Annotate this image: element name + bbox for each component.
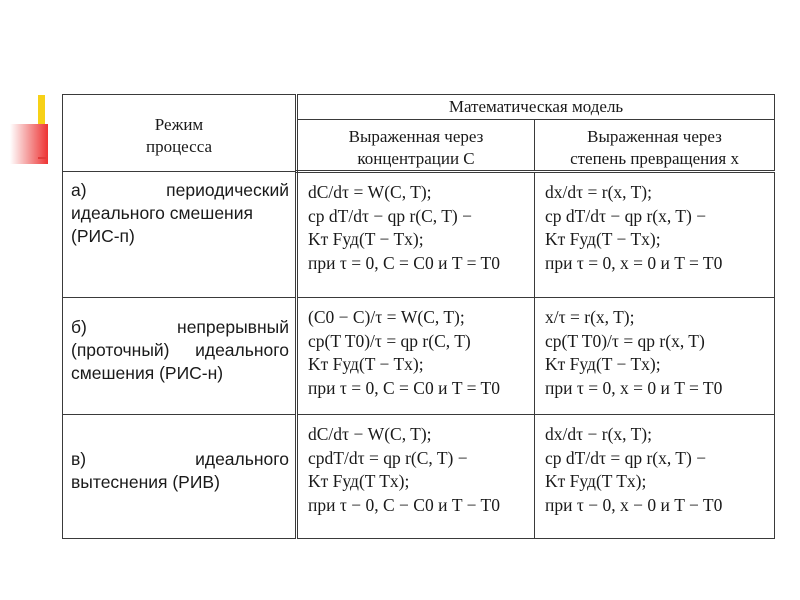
- equations-concentration: [297, 415, 535, 539]
- equation-line: cp dT/dτ = qp r(x, T) −: [545, 447, 707, 468]
- header-process-mode: Режим процесса: [63, 95, 297, 172]
- equation-line: x/τ = r(x, T);: [545, 307, 635, 327]
- equation-line: cp(T T0)/τ = qp r(C, T): [308, 330, 471, 351]
- header-by-conversion: Выраженная через степень превращения x: [535, 120, 775, 172]
- equation-line: при τ = 0, x = 0 и T = T0: [545, 377, 723, 398]
- equation-line: cp(T T0)/τ = qp r(x, T): [545, 330, 705, 351]
- equation-line: при τ − 0, C − C0 и T − T0: [308, 494, 500, 515]
- math-model-table: [62, 94, 775, 539]
- table-row: [63, 298, 775, 415]
- equation-line: dx/dτ − r(x, T);: [545, 424, 652, 444]
- table-row: [63, 172, 775, 298]
- equation-line: Kт Fуд(T − Tх);: [308, 229, 424, 249]
- header-by-concentration: Выраженная через концентрации C: [297, 120, 535, 172]
- accent-line-red: [38, 157, 46, 159]
- equation-line: cp dT/dτ − qp r(x, T) −: [545, 205, 707, 226]
- equations-conversion: [535, 172, 775, 298]
- equation-line: при τ − 0, x − 0 и T − T0: [545, 494, 723, 515]
- equation-line: Kт Fуд(T − Tх);: [545, 354, 661, 374]
- equation-line: (C0 − C)/τ = W(C, T);: [308, 307, 465, 327]
- equation-line: Kт Fуд(T Tх);: [545, 471, 647, 491]
- header-math-model: Математическая модель: [297, 95, 775, 120]
- equations-concentration: [297, 298, 535, 415]
- equation-line: при τ = 0, C = C0 и T = T0: [308, 377, 500, 398]
- equation-line: dC/dτ = W(C, T);: [308, 182, 432, 202]
- process-cell: в) идеального вытеснения (РИВ): [63, 415, 297, 539]
- equations-conversion: [535, 298, 775, 415]
- equation-line: Kт Fуд(T − Tх);: [308, 354, 424, 374]
- equation-line: Kт Fуд(T Tх);: [308, 471, 410, 491]
- process-cell: а) периодический идеального смешения (РИС-п): [63, 172, 297, 298]
- equations-concentration: [297, 172, 535, 298]
- equation-line: при τ = 0, x = 0 и T = T0: [545, 252, 723, 273]
- equation-line: dC/dτ − W(C, T);: [308, 424, 432, 444]
- equation-line: Kт Fуд(T − Tх);: [545, 229, 661, 249]
- equation-line: при τ = 0, C = C0 и T = T0: [308, 252, 500, 273]
- equations-conversion: [535, 415, 775, 539]
- table-row: [63, 415, 775, 539]
- equation-line: dx/dτ = r(x, T);: [545, 182, 652, 202]
- equation-line: cpdT/dτ = qp r(C, T) −: [308, 447, 468, 468]
- process-cell: б) непрерывный (проточный) идеального смешения (РИС-н): [63, 298, 297, 415]
- equation-line: cp dT/dτ − qp r(C, T) −: [308, 205, 472, 226]
